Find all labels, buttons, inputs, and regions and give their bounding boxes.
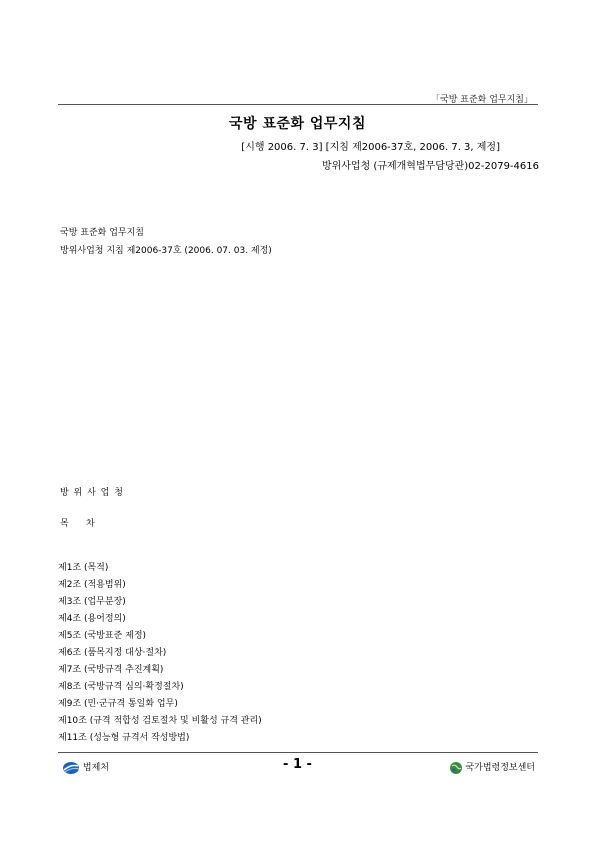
toc-item[interactable]: 제9조 (민·군규격 통일화 업무) — [58, 699, 178, 709]
toc-item[interactable]: 제6조 (품목지정 대상·절차) — [58, 648, 167, 658]
globe-icon — [449, 761, 463, 775]
footer-rule — [58, 752, 538, 753]
footer-right-label: 국가법령정보센터 — [465, 763, 535, 773]
document-title: 국방 표준화 업무지침 — [229, 116, 366, 132]
intro-reference: 방위사업청 지침 제2006-37호 (2006. 07. 03. 제정) — [60, 246, 272, 256]
toc-item[interactable]: 제5조 (국방표준 제정) — [58, 631, 147, 641]
toc-item[interactable]: 제4조 (용어정의) — [58, 614, 126, 624]
toc-item[interactable]: 제8조 (국방규격 심의·확정절차) — [58, 682, 184, 692]
agency-contact: 방위사업청 (규제개혁법무담당관)02-2079-4616 — [321, 161, 539, 172]
enactment-info: [시행 2006. 7. 3] [지침 제2006-37호, 2006. 7. 3, 제정] — [241, 142, 500, 153]
organization-name: 방 위 사 업 청 — [60, 488, 124, 498]
intro-title: 국방 표준화 업무지침 — [60, 228, 144, 238]
toc-item[interactable]: 제2조 (적용범위) — [58, 580, 126, 590]
footer-left-label: 법제처 — [82, 763, 109, 773]
toc-heading: 목 차 — [60, 519, 95, 529]
toc-item[interactable]: 제10조 (규격 적합성 검토절차 및 비활성 규격 관리) — [58, 716, 262, 726]
header-rule — [58, 104, 538, 105]
footer-right — [449, 760, 535, 775]
header-tag: 「국방 표준화 업무지침」 — [431, 95, 533, 105]
toc-item[interactable]: 제11조 (성능형 규격서 작성방법) — [58, 733, 190, 743]
page-number: - 1 - — [283, 757, 312, 772]
toc-item[interactable]: 제1조 (목적) — [58, 563, 109, 573]
toc-item[interactable]: 제3조 (업무분장) — [58, 597, 126, 607]
toc-item[interactable]: 제7조 (국방규격 추진계획) — [58, 665, 164, 675]
